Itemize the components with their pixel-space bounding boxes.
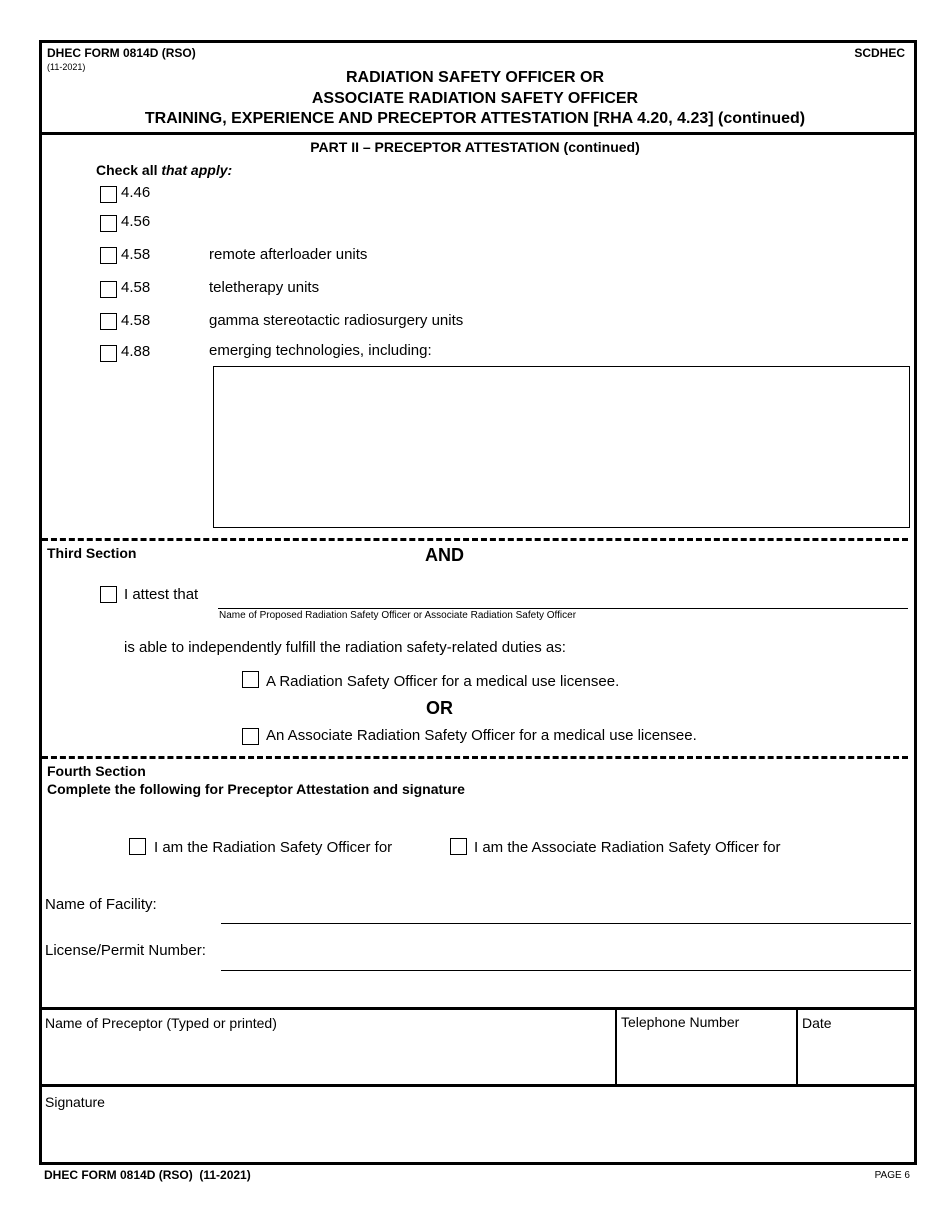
license-label: License/Permit Number:	[45, 942, 206, 959]
option-code: 4.58	[121, 246, 151, 263]
option-code: 4.46	[121, 184, 151, 201]
header-divider	[39, 132, 914, 135]
page-number: PAGE 6	[874, 1170, 910, 1181]
checkbox-4-46[interactable]	[100, 186, 117, 203]
table-row-border	[39, 1084, 914, 1087]
checkbox-4-58-teletherapy[interactable]	[100, 281, 117, 298]
section-divider-dashed	[42, 756, 908, 759]
date-label: Date	[802, 1015, 832, 1031]
i-am-rso-checkbox[interactable]	[129, 838, 146, 855]
emerging-technologies-textbox[interactable]	[213, 366, 910, 528]
name-caption: Name of Proposed Radiation Safety Officer or Associate Radiation Safety Officer	[219, 610, 577, 621]
or-label: OR	[426, 698, 453, 718]
agency-name: SCDHEC	[854, 46, 905, 60]
preceptor-name-cell[interactable]	[45, 1015, 610, 1083]
rso-medical-checkbox[interactable]	[242, 671, 259, 688]
section-divider-dashed	[42, 538, 908, 541]
checkbox-4-58-remote-afterloader[interactable]	[100, 247, 117, 264]
option-description: gamma stereotactic radiosurgery units	[209, 312, 464, 329]
option-code: 4.58	[121, 312, 151, 329]
facility-label: Name of Facility:	[45, 896, 157, 913]
license-number-field[interactable]	[221, 950, 911, 971]
i-am-rso-label: I am the Radiation Safety Officer for	[154, 839, 393, 856]
facility-name-field[interactable]	[221, 903, 911, 924]
attest-label: I attest that	[124, 586, 199, 603]
fourth-section-title: Fourth Section	[47, 763, 146, 779]
rso-medical-label: A Radiation Safety Officer for a medical use licensee.	[266, 673, 620, 690]
check-all-label: Check all that apply:	[96, 162, 233, 178]
option-description: emerging technologies, including:	[209, 342, 432, 359]
column-divider	[615, 1009, 617, 1086]
arso-medical-label: An Associate Radiation Safety Officer for a medical use licensee.	[266, 727, 697, 744]
form-id: DHEC FORM 0814D (RSO)	[47, 46, 196, 60]
part2-heading: PART II – PRECEPTOR ATTESTATION (continued)	[310, 139, 640, 155]
option-description: remote afterloader units	[209, 246, 368, 263]
footer-form-id: DHEC FORM 0814D (RSO) (11-2021)	[44, 1168, 251, 1182]
date-cell[interactable]	[802, 1015, 907, 1083]
and-label: AND	[425, 545, 464, 565]
preceptor-name-label: Name of Preceptor (Typed or printed)	[45, 1015, 277, 1031]
title-line-3: TRAINING, EXPERIENCE AND PRECEPTOR ATTESTATION [RHA 4.20, 4.23] (continued)	[144, 110, 806, 127]
checkbox-4-56[interactable]	[100, 215, 117, 232]
i-am-arso-checkbox[interactable]	[450, 838, 467, 855]
signature-cell[interactable]	[45, 1094, 905, 1154]
column-divider	[796, 1009, 798, 1086]
option-code: 4.56	[121, 213, 151, 230]
telephone-cell[interactable]	[621, 1014, 791, 1082]
option-code: 4.88	[121, 343, 151, 360]
title-line-2: ASSOCIATE RADIATION SAFETY OFFICER	[311, 90, 639, 107]
checkbox-4-58-gamma-stereotactic[interactable]	[100, 313, 117, 330]
option-description: teletherapy units	[209, 279, 320, 296]
fourth-section-subtitle: Complete the following for Preceptor Attestation and signature	[47, 781, 465, 797]
signature-label: Signature	[45, 1094, 105, 1110]
checkbox-4-88-emerging[interactable]	[100, 345, 117, 362]
form-date: (11-2021)	[47, 62, 86, 72]
table-top-border	[39, 1007, 914, 1010]
title-line-1: RADIATION SAFETY OFFICER OR	[345, 69, 605, 86]
option-code: 4.58	[121, 279, 151, 296]
proposed-rso-name-field[interactable]	[218, 590, 908, 609]
i-am-arso-label: I am the Associate Radiation Safety Officer for	[474, 839, 781, 856]
able-statement: is able to independently fulfill the radiation safety-related duties as:	[124, 639, 566, 656]
attest-checkbox[interactable]	[100, 586, 117, 603]
telephone-label: Telephone Number	[621, 1014, 740, 1030]
arso-medical-checkbox[interactable]	[242, 728, 259, 745]
third-section-title: Third Section	[47, 545, 137, 561]
